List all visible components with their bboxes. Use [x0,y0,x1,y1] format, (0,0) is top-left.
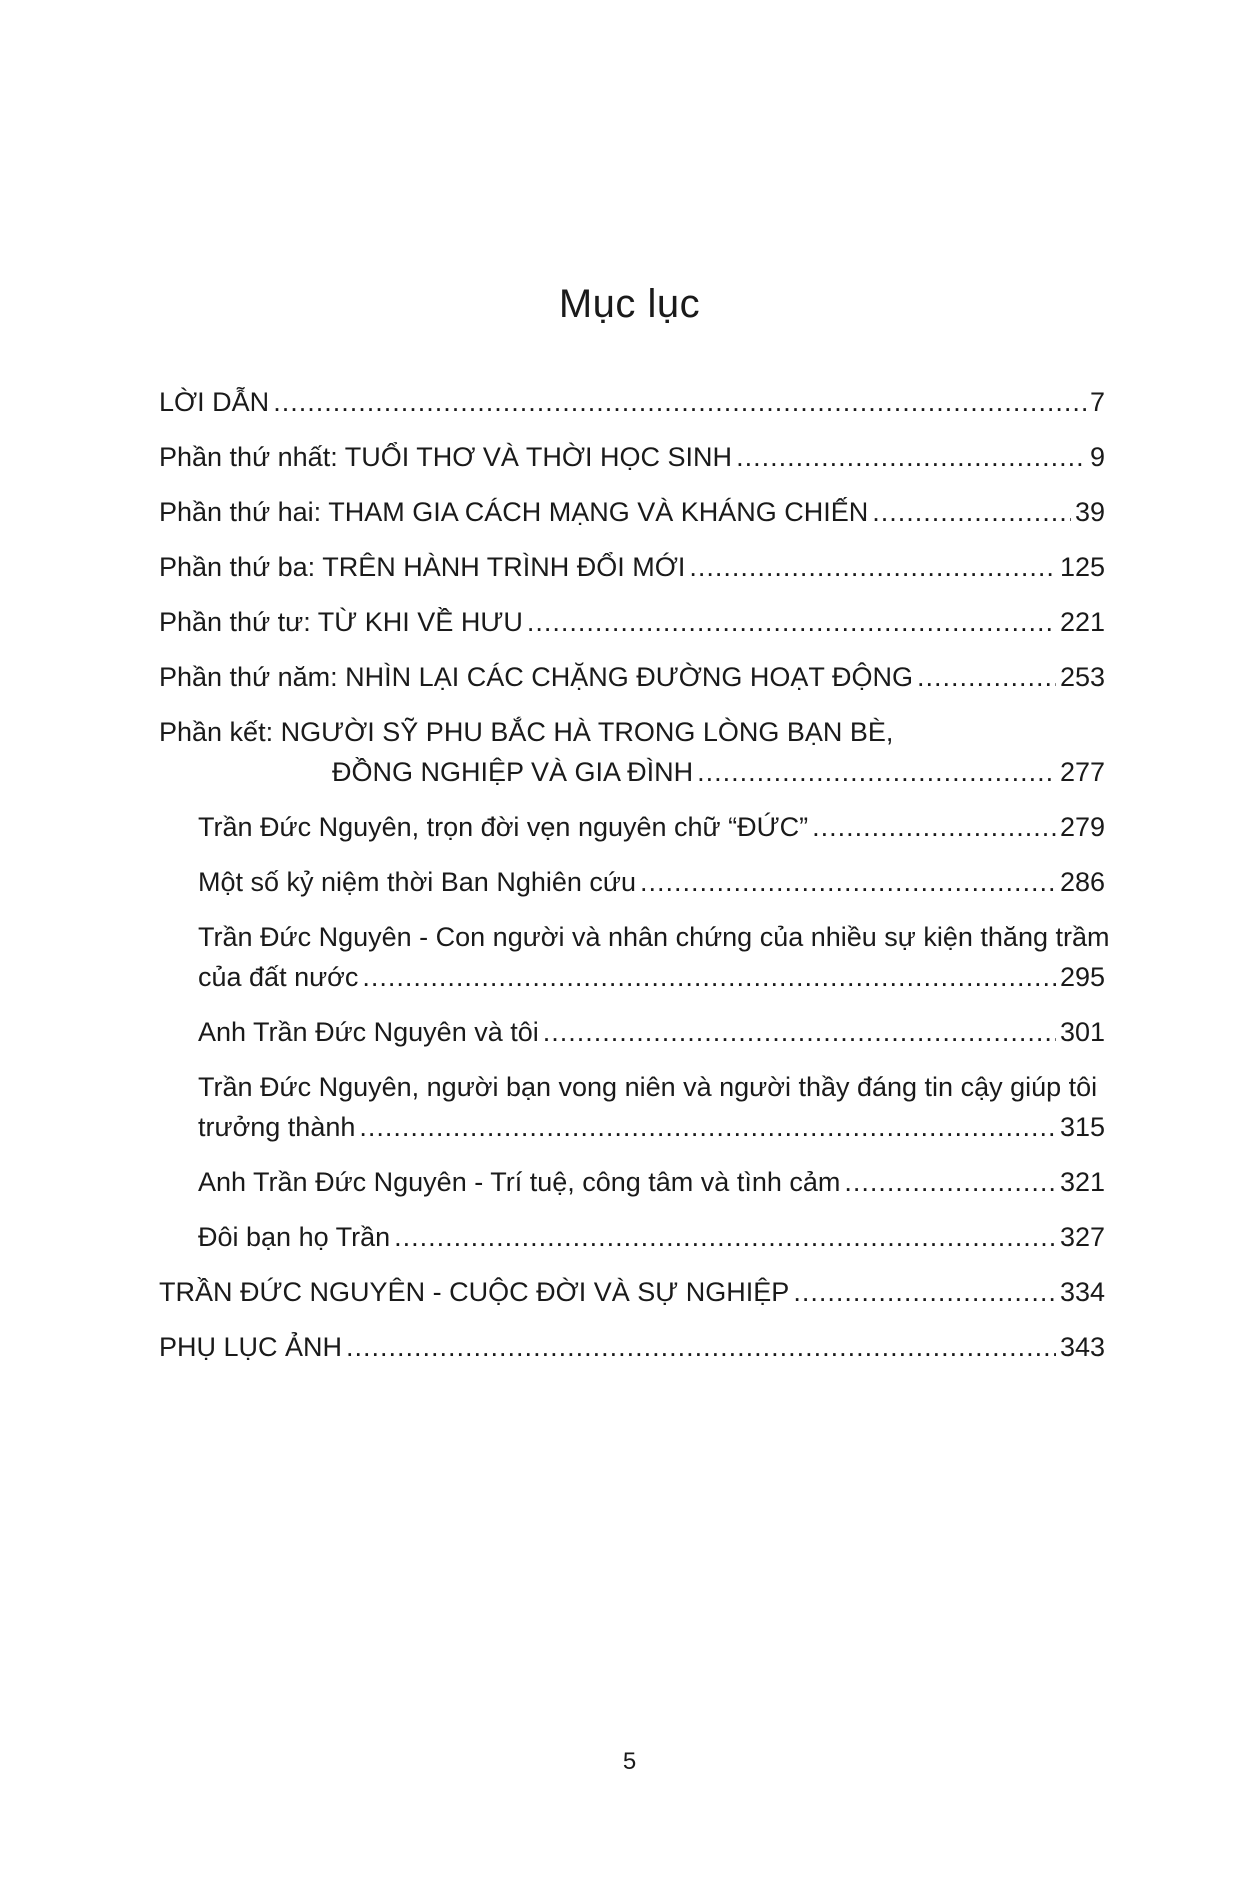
toc-entry-loi-dan[interactable] [159,382,1105,422]
toc-entry-part-4[interactable] [159,602,1105,642]
dot-leader [793,1272,1056,1312]
toc-entry-label: Anh Trần Đức Nguyên và tôi [198,1017,539,1047]
dot-leader [697,752,1056,792]
dot-leader [844,1162,1056,1202]
toc-entry-page: 9 [1089,442,1105,472]
table-of-contents [159,382,1110,1382]
toc-entry-page: 343 [1059,1332,1105,1362]
toc-entry-label: trưởng thành [198,1112,356,1142]
toc-entry-part-1[interactable] [159,437,1105,477]
dot-leader [362,957,1056,997]
toc-entry-label: Phần thứ năm: NHÌN LẠI CÁC CHẶNG ĐƯỜNG HOẠT ĐỘNG [159,662,913,692]
dot-leader [872,492,1071,532]
toc-entry-label-line1: Trần Đức Nguyên - Con người và nhân chứng của nhiều sự kiện thăng trầm [198,922,1110,952]
toc-entry-page: 327 [1059,1222,1105,1252]
toc-subentry[interactable] [198,1162,1105,1202]
toc-entry-page: 125 [1059,552,1105,582]
toc-entry-part-5[interactable] [159,657,1105,697]
page-title: Mục lục [558,282,701,326]
toc-entry-label: PHỤ LỤC ẢNH [159,1332,343,1362]
dot-leader [346,1327,1056,1367]
toc-entry-label: Phần thứ ba: TRÊN HÀNH TRÌNH ĐỔI MỚI [159,552,686,582]
dot-leader [736,437,1086,477]
dot-leader [917,657,1056,697]
dot-leader [273,382,1086,422]
toc-entry-page: 321 [1059,1167,1105,1197]
dot-leader [359,1107,1056,1147]
toc-entry-page: 277 [1059,757,1105,787]
toc-subentry[interactable] [198,1067,1105,1147]
toc-entry-label-line1: Trần Đức Nguyên, người bạn vong niên và người thầy đáng tin cậy giúp tôi [198,1072,1098,1102]
page-number: 5 [622,1748,637,1775]
dot-leader [394,1217,1056,1257]
toc-subentry[interactable] [198,1217,1105,1257]
toc-subentry[interactable] [198,862,1105,902]
toc-entry-label: Phần thứ hai: THAM GIA CÁCH MẠNG VÀ KHÁNG CHIẾN [159,497,869,527]
toc-entry-label: LỜI DẪN [159,387,270,417]
toc-entry-part-2[interactable] [159,492,1105,532]
toc-entry-label: Phần thứ tư: TỪ KHI VỀ HƯU [159,607,523,637]
toc-entry-page: 295 [1059,962,1105,992]
toc-entry-page: 301 [1059,1017,1105,1047]
dot-leader [812,807,1056,847]
toc-entry-biography[interactable] [159,1272,1105,1312]
toc-entry-photo-appendix[interactable] [159,1327,1105,1367]
dot-leader [640,862,1056,902]
toc-entry-part-3[interactable] [159,547,1105,587]
toc-entry-page: 286 [1059,867,1105,897]
toc-subentry[interactable] [198,917,1110,997]
toc-entry-page: 253 [1059,662,1105,692]
toc-entry-label: Trần Đức Nguyên, trọn đời vẹn nguyên chữ “ĐỨC” [198,812,809,842]
dot-leader [527,602,1056,642]
toc-entry-conclusion[interactable] [159,712,1105,792]
toc-entry-page: 315 [1059,1112,1105,1142]
toc-entry-label: Anh Trần Đức Nguyên - Trí tuệ, công tâm và tình cảm [198,1167,841,1197]
toc-entry-page: 7 [1089,387,1105,417]
toc-entry-label: TRẦN ĐỨC NGUYÊN - CUỘC ĐỜI VÀ SỰ NGHIỆP [159,1277,790,1307]
toc-entry-label: Phần thứ nhất: TUỔI THƠ VÀ THỜI HỌC SINH [159,442,733,472]
toc-entry-label: Một số kỷ niệm thời Ban Nghiên cứu [198,867,636,897]
toc-entry-page: 221 [1059,607,1105,637]
toc-entry-page: 39 [1074,497,1105,527]
toc-entry-page: 279 [1059,812,1105,842]
toc-entry-label-line1: Phần kết: NGƯỜI SỸ PHU BẮC HÀ TRONG LÒNG BẠN BÈ, [159,717,894,747]
dot-leader [689,547,1056,587]
toc-subentry[interactable] [198,807,1105,847]
toc-entry-page: 334 [1059,1277,1105,1307]
toc-subentry[interactable] [198,1012,1105,1052]
toc-entry-label: Đôi bạn họ Trần [198,1222,391,1252]
dot-leader [543,1012,1056,1052]
toc-entry-label: ĐỒNG NGHIỆP VÀ GIA ĐÌNH [332,757,694,787]
toc-entry-label: của đất nước [198,962,359,992]
